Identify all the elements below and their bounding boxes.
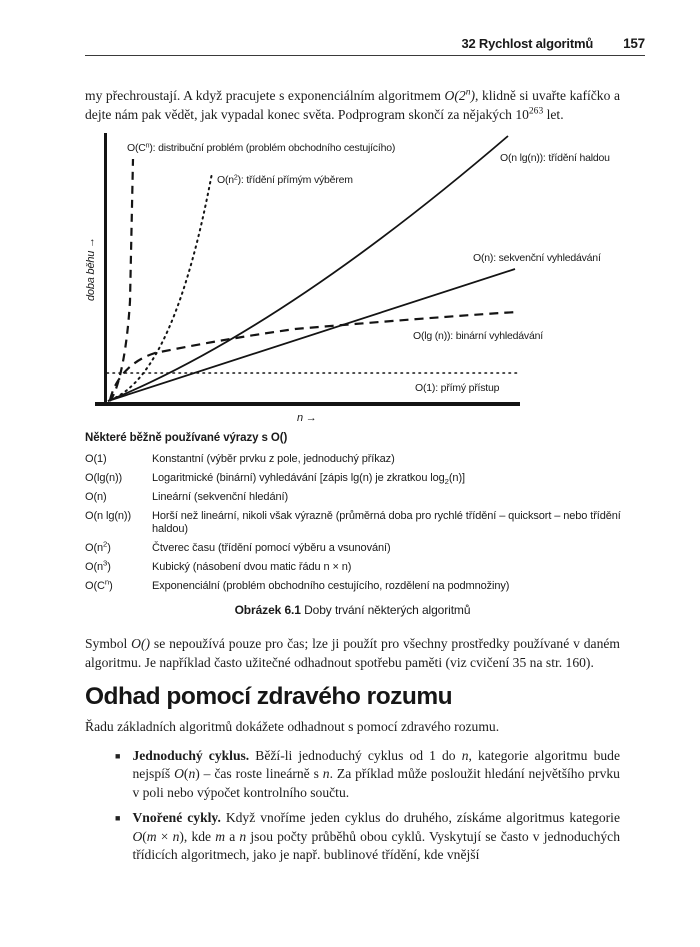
square-bullet-icon: ■: [115, 750, 121, 761]
header-rule: [85, 55, 645, 56]
term-cell: O(n lg(n)): [85, 510, 132, 522]
label-quadratic: $O(n^2)$: třídění přímým výběrem: [217, 174, 353, 186]
table-row: [85, 539, 640, 558]
bullet-item: [85, 809, 620, 865]
term-cell: $O(n^3)$: [85, 558, 111, 573]
term-cell: $O(n^2)$: [85, 539, 111, 554]
term-cell: $O(C^n)$: [85, 577, 113, 592]
section-heading: Odhad pomocí zdravého rozumu: [85, 683, 453, 710]
label-constant: O(1): přímý přístup: [415, 382, 500, 394]
desc-cell: Logaritmické (binární) vyhledávání [zápis lg(n) je zkratkou $\log_2(n)$]: [152, 472, 465, 487]
axis-label-x: n →: [297, 412, 317, 424]
term-cell: O(lg(n)): [85, 472, 123, 484]
desc-cell: Lineární (sekvenční hledání): [152, 491, 289, 503]
chapter-title: 32 Rychlost algoritmů: [461, 36, 594, 51]
table-row: [85, 469, 640, 488]
bullet-item: [85, 747, 620, 803]
label-exponential: $O(C^n)$: distribuční problém (problém obchodního cestujícího): [127, 142, 396, 154]
label-logarithmic: O(lg (n)): binární vyhledávání: [413, 330, 543, 342]
paragraph-symbol-o: Symbol O() se nepoužívá pouze pro čas; lze ji použít pro všechny prostředky používané v daném algoritmu. Je například často užitečné odhadnout spotřebu paměti (viz cvičení 35 na str. 160).: [85, 636, 620, 670]
table-row: [85, 577, 640, 596]
desc-cell: Kubický (násobení dvou matic řádu n × n): [152, 561, 352, 573]
table-row: [85, 507, 640, 539]
page-number: 157: [623, 36, 645, 51]
caption-text: Doby trvání některých algoritmů: [300, 603, 471, 617]
label-linearithmic: O(n lg(n)): třídění haldou: [500, 152, 610, 164]
bullet-text: Jednoduchý cyklus. Běží-li jednoduchý cyklus od 1 do n, kategorie algoritmu bude nejspíš O(n) – čas roste lineárně s n. Za příklad může posloužit hledání největšího prvku v poli nebo výpočet kontrolního součtu.: [132, 747, 620, 800]
term-cell: O(1): [85, 453, 107, 465]
table-row: [85, 488, 640, 507]
chart-svg: [85, 131, 625, 426]
complexity-table: [85, 432, 640, 596]
figure-6-1: [85, 131, 625, 426]
figure-caption: [85, 603, 620, 617]
label-linear: O(n): sekvenční vyhledávání: [473, 252, 601, 264]
curve-quadratic: [110, 173, 212, 400]
desc-cell: Horší než lineární, nikoli však výrazně (průměrná doba pro rychlé třídění – quicksort – nebo třídění haldou): [152, 510, 621, 535]
desc-cell: Konstantní (výběr prvku z pole, jednoduchý příkaz): [152, 453, 395, 465]
term-cell: O(n): [85, 491, 107, 503]
bullet-list: [85, 747, 620, 865]
table-row: [85, 558, 640, 577]
curve-exponential: [110, 159, 133, 401]
square-bullet-icon: ■: [115, 813, 121, 823]
caption-label: Obrázek 6.1: [234, 603, 301, 617]
table-row: [85, 450, 640, 469]
desc-cell: Exponenciální (problém obchodního cestujícího, rozdělení na podmnožiny): [152, 580, 510, 592]
bullet-text: Vnořené cykly. Když vnoříme jeden cyklus do druhého, získáme algoritmus kategorie O(m × n), kde m a n jsou počty průběhů obou cyklů. Vyskytují se často v jednoduchých třídicích algoritmech, jako je např. bublinové třídění, kde vnější: [132, 810, 620, 862]
paragraph-lead: Řadu základních algoritmů dokážete odhadnout s pomocí zdravého rozumu.: [85, 719, 500, 734]
paragraph-intro: my přechroustají. A když pracujete s exponenciálním algoritmem O(2$^n$), klidně si uvařte kafíčko a dejte nám pak vědět, jak vypadal konec světa. Podprogram skončí za nějakých $10^{263}$ let.: [85, 87, 620, 122]
page-header: [85, 36, 645, 51]
table-title: Některé běžně používané výrazy s O(): [85, 432, 288, 444]
axis-label-y: doba běhu →: [85, 237, 97, 301]
desc-cell: Čtverec času (třídění pomocí výběru a vsunování): [152, 542, 391, 554]
